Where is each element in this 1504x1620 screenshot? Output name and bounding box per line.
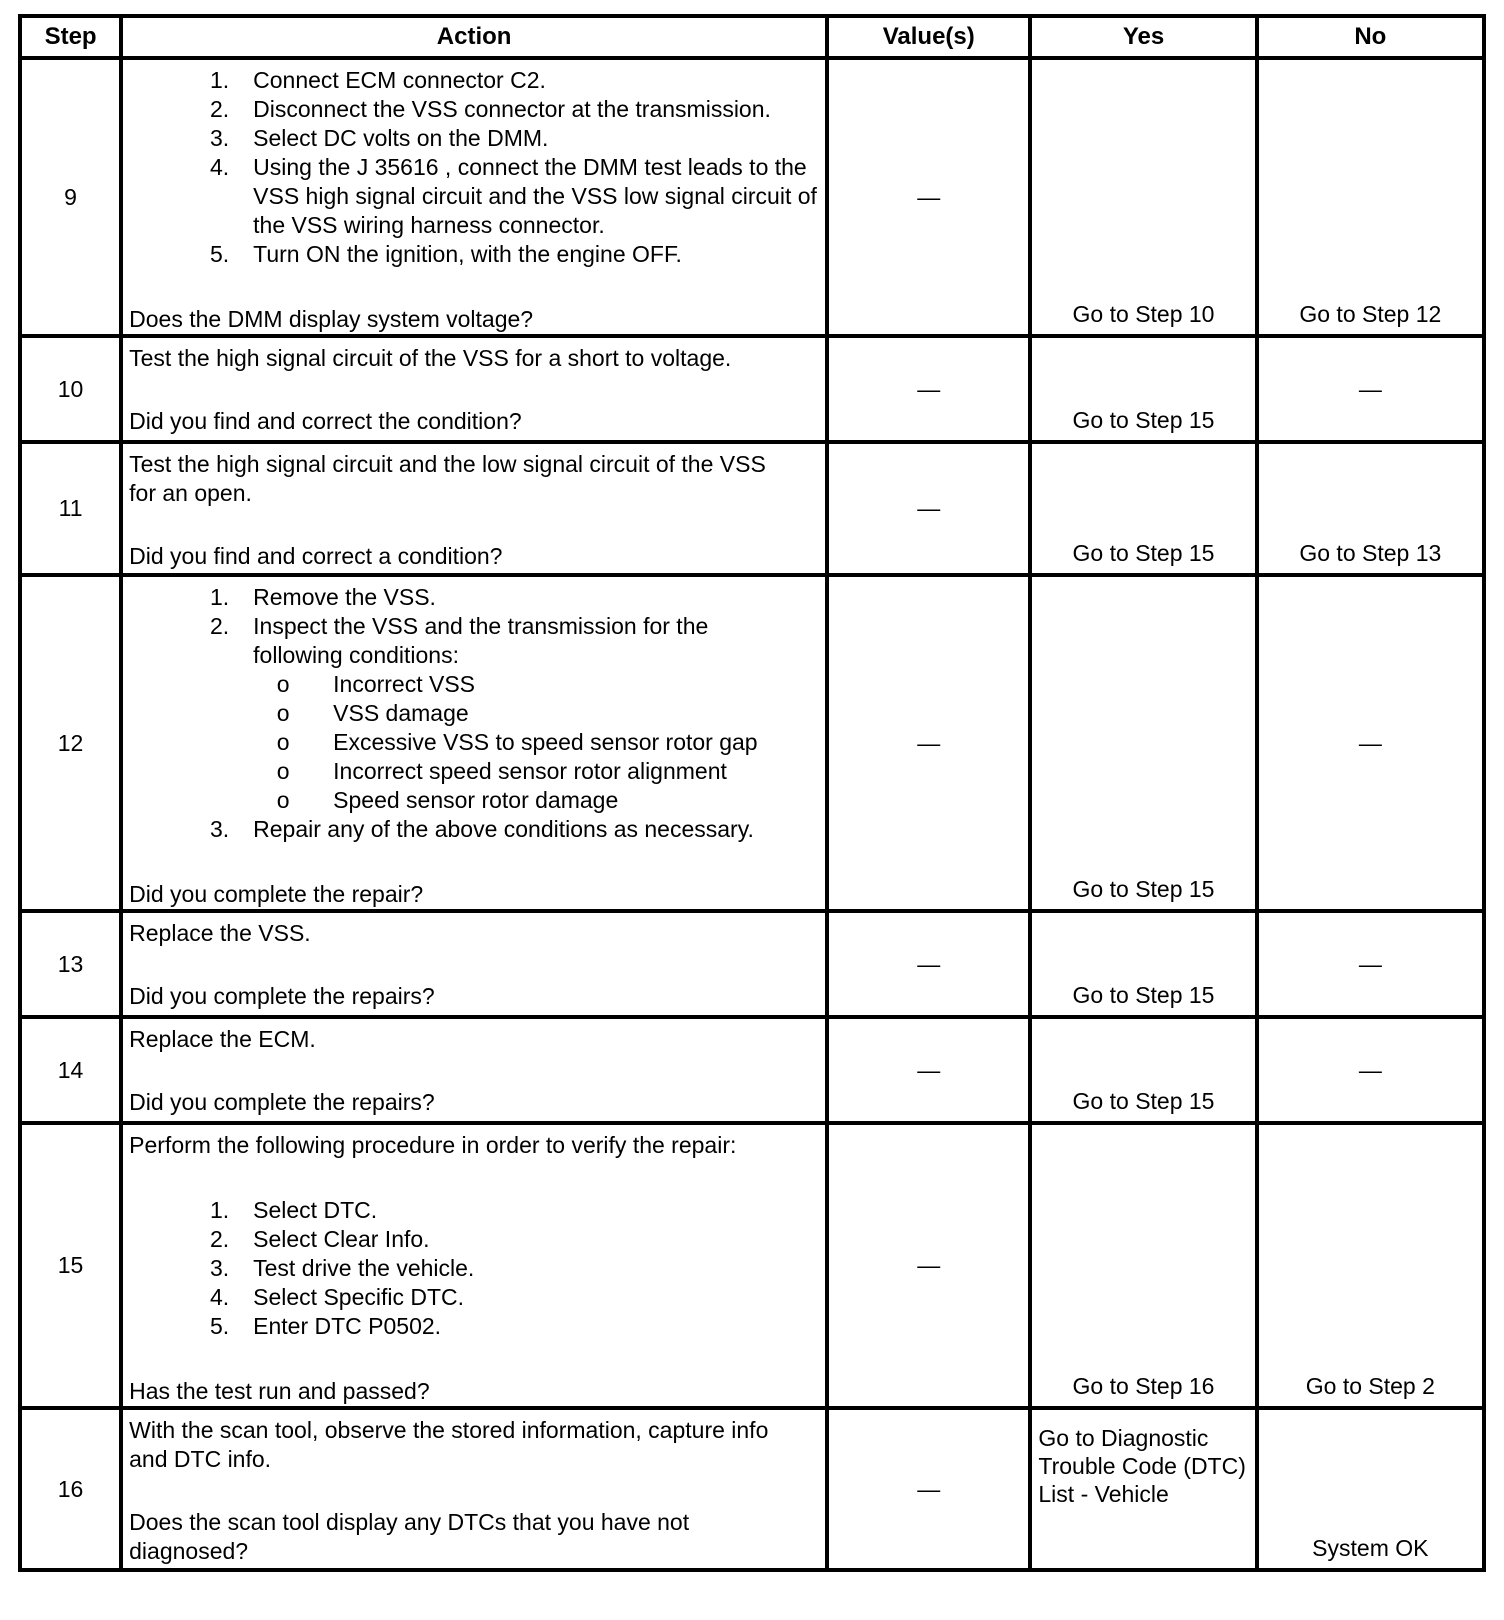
yes-cell: Go to Step 16 bbox=[1030, 1123, 1256, 1408]
yes-cell: Go to Step 15 bbox=[1030, 911, 1256, 1017]
header-step: Step bbox=[20, 16, 121, 58]
table-row bbox=[20, 575, 1484, 911]
action-text: Replace the VSS. bbox=[129, 920, 311, 946]
action-text: Perform the following procedure in order to verify the repair: bbox=[129, 1132, 737, 1158]
list-item: Select Specific DTC. bbox=[253, 1284, 465, 1310]
question-text: Has the test run and passed? bbox=[129, 1378, 430, 1404]
table-row bbox=[20, 58, 1484, 336]
question-text: Did you complete the repairs? bbox=[129, 983, 435, 1009]
question-text: Did you complete the repair? bbox=[129, 881, 424, 907]
action-cell bbox=[121, 442, 827, 575]
no-cell: Go to Step 12 bbox=[1257, 58, 1484, 336]
bullet-icon bbox=[253, 757, 313, 786]
sub-list-item: Speed sensor rotor damage bbox=[333, 787, 619, 813]
action-text: With the scan tool, observe the stored information, capture info and DTC info. bbox=[129, 1417, 769, 1472]
list-item: Test drive the vehicle. bbox=[253, 1255, 475, 1281]
action-cell bbox=[121, 575, 827, 911]
question-text: Does the DMM display system voltage? bbox=[129, 306, 534, 332]
step-number: 13 bbox=[20, 911, 121, 1017]
action-cell bbox=[121, 336, 827, 442]
action-cell bbox=[121, 911, 827, 1017]
step-number: 14 bbox=[20, 1017, 121, 1123]
value-cell: — bbox=[827, 442, 1030, 575]
value-cell: — bbox=[827, 1408, 1030, 1570]
yes-cell: Go to Step 15 bbox=[1030, 336, 1256, 442]
step-number: 12 bbox=[20, 575, 121, 911]
list-item: Select DTC. bbox=[253, 1197, 378, 1223]
header-yes: Yes bbox=[1030, 16, 1256, 58]
value-cell: — bbox=[827, 1123, 1030, 1408]
list-item: Disconnect the VSS connector at the transmission. bbox=[253, 96, 771, 122]
value-cell: — bbox=[827, 575, 1030, 911]
header-no: No bbox=[1257, 16, 1484, 58]
action-text: Replace the ECM. bbox=[129, 1026, 316, 1052]
yes-cell: Go to Step 15 bbox=[1030, 442, 1256, 575]
action-cell bbox=[121, 1408, 827, 1570]
sub-list-item: Incorrect speed sensor rotor alignment bbox=[333, 758, 727, 784]
step-number: 16 bbox=[20, 1408, 121, 1570]
question-text: Did you find and correct the condition? bbox=[129, 408, 522, 434]
question-text: Did you complete the repairs? bbox=[129, 1089, 435, 1115]
bullet-icon bbox=[253, 699, 313, 728]
action-cell bbox=[121, 58, 827, 336]
action-cell bbox=[121, 1123, 827, 1408]
bullet-icon bbox=[253, 786, 313, 815]
value-cell: — bbox=[827, 336, 1030, 442]
question-text: Does the scan tool display any DTCs that you have not diagnosed? bbox=[129, 1509, 690, 1564]
no-cell: — bbox=[1257, 1017, 1484, 1123]
list-item: Using the J 35616 , connect the DMM test leads to the VSS high signal circuit and the VSS low signal circuit of the VSS wiring harness connector. bbox=[253, 154, 817, 238]
header-values: Value(s) bbox=[827, 16, 1030, 58]
action-text: Test the high signal circuit and the low signal circuit of the VSS for an open. bbox=[129, 451, 766, 506]
bullet-icon bbox=[253, 670, 313, 699]
condition-list bbox=[253, 670, 821, 815]
yes-cell: Go to Diagnostic Trouble Code (DTC) List - Vehicle bbox=[1030, 1408, 1256, 1570]
table-row bbox=[20, 442, 1484, 575]
diagnostic-table bbox=[18, 14, 1486, 1572]
list-item: Connect ECM connector C2. bbox=[253, 67, 546, 93]
step-number: 15 bbox=[20, 1123, 121, 1408]
value-cell: — bbox=[827, 911, 1030, 1017]
table-row bbox=[20, 1408, 1484, 1570]
table-row bbox=[20, 1123, 1484, 1408]
no-cell: System OK bbox=[1257, 1408, 1484, 1570]
table-row bbox=[20, 1017, 1484, 1123]
list-item: Repair any of the above conditions as necessary. bbox=[253, 816, 754, 842]
list-item: Enter DTC P0502. bbox=[253, 1313, 442, 1339]
step-number: 10 bbox=[20, 336, 121, 442]
list-item: Select Clear Info. bbox=[253, 1226, 430, 1252]
no-cell: — bbox=[1257, 575, 1484, 911]
list-item: Remove the VSS. bbox=[253, 584, 436, 610]
list-item: Inspect the VSS and the transmission for the following conditions: bbox=[253, 613, 709, 668]
question-text: Did you find and correct a condition? bbox=[129, 543, 503, 569]
table-row bbox=[20, 911, 1484, 1017]
table-row bbox=[20, 336, 1484, 442]
no-cell: — bbox=[1257, 911, 1484, 1017]
list-item: Turn ON the ignition, with the engine OFF. bbox=[253, 241, 682, 267]
action-steps: 1 . Remove the VSS. 2 . Inspect the VSS and the transmission for the following conditions: o Incorrect VSS o VSS damage o Excessive VSS to speed sensor rotor gap o Incorrect speed sensor rotor alignment o Speed sensor rotor damage 3 . Repair any of the above conditions as necessary. bbox=[129, 583, 821, 844]
no-cell: Go to Step 13 bbox=[1257, 442, 1484, 575]
header-action: Action bbox=[121, 16, 827, 58]
no-cell: — bbox=[1257, 336, 1484, 442]
value-cell: — bbox=[827, 1017, 1030, 1123]
action-text: Test the high signal circuit of the VSS for a short to voltage. bbox=[129, 345, 732, 371]
action-cell bbox=[121, 1017, 827, 1123]
sub-list-item: Excessive VSS to speed sensor rotor gap bbox=[333, 729, 758, 755]
yes-cell: Go to Step 15 bbox=[1030, 1017, 1256, 1123]
yes-cell: Go to Step 10 bbox=[1030, 58, 1256, 336]
header-row bbox=[20, 16, 1484, 58]
action-steps: 1 . Select DTC. 2 . Select Clear Info. 3 . Test drive the vehicle. 4 . Select Specific DTC. 5 . Enter DTC P0502. bbox=[129, 1196, 821, 1341]
sub-list-item: Incorrect VSS bbox=[333, 671, 476, 697]
value-cell: — bbox=[827, 58, 1030, 336]
yes-cell: Go to Step 15 bbox=[1030, 575, 1256, 911]
no-cell: Go to Step 2 bbox=[1257, 1123, 1484, 1408]
step-number: 11 bbox=[20, 442, 121, 575]
bullet-icon bbox=[253, 728, 313, 757]
step-number: 9 bbox=[20, 58, 121, 336]
sub-list-item: VSS damage bbox=[333, 700, 469, 726]
list-item: Select DC volts on the DMM. bbox=[253, 125, 549, 151]
action-steps: 1 . Connect ECM connector C2. 2 . Disconnect the VSS connector at the transmission. 3 . Select DC volts on the DMM. 4 . Using the J 35616 , connect the DMM test leads to the VSS high signal circuit and the VSS low signal circuit of the VSS wiring harness connector. 5 . Turn ON the ignition, with the engine OFF. bbox=[129, 66, 821, 269]
